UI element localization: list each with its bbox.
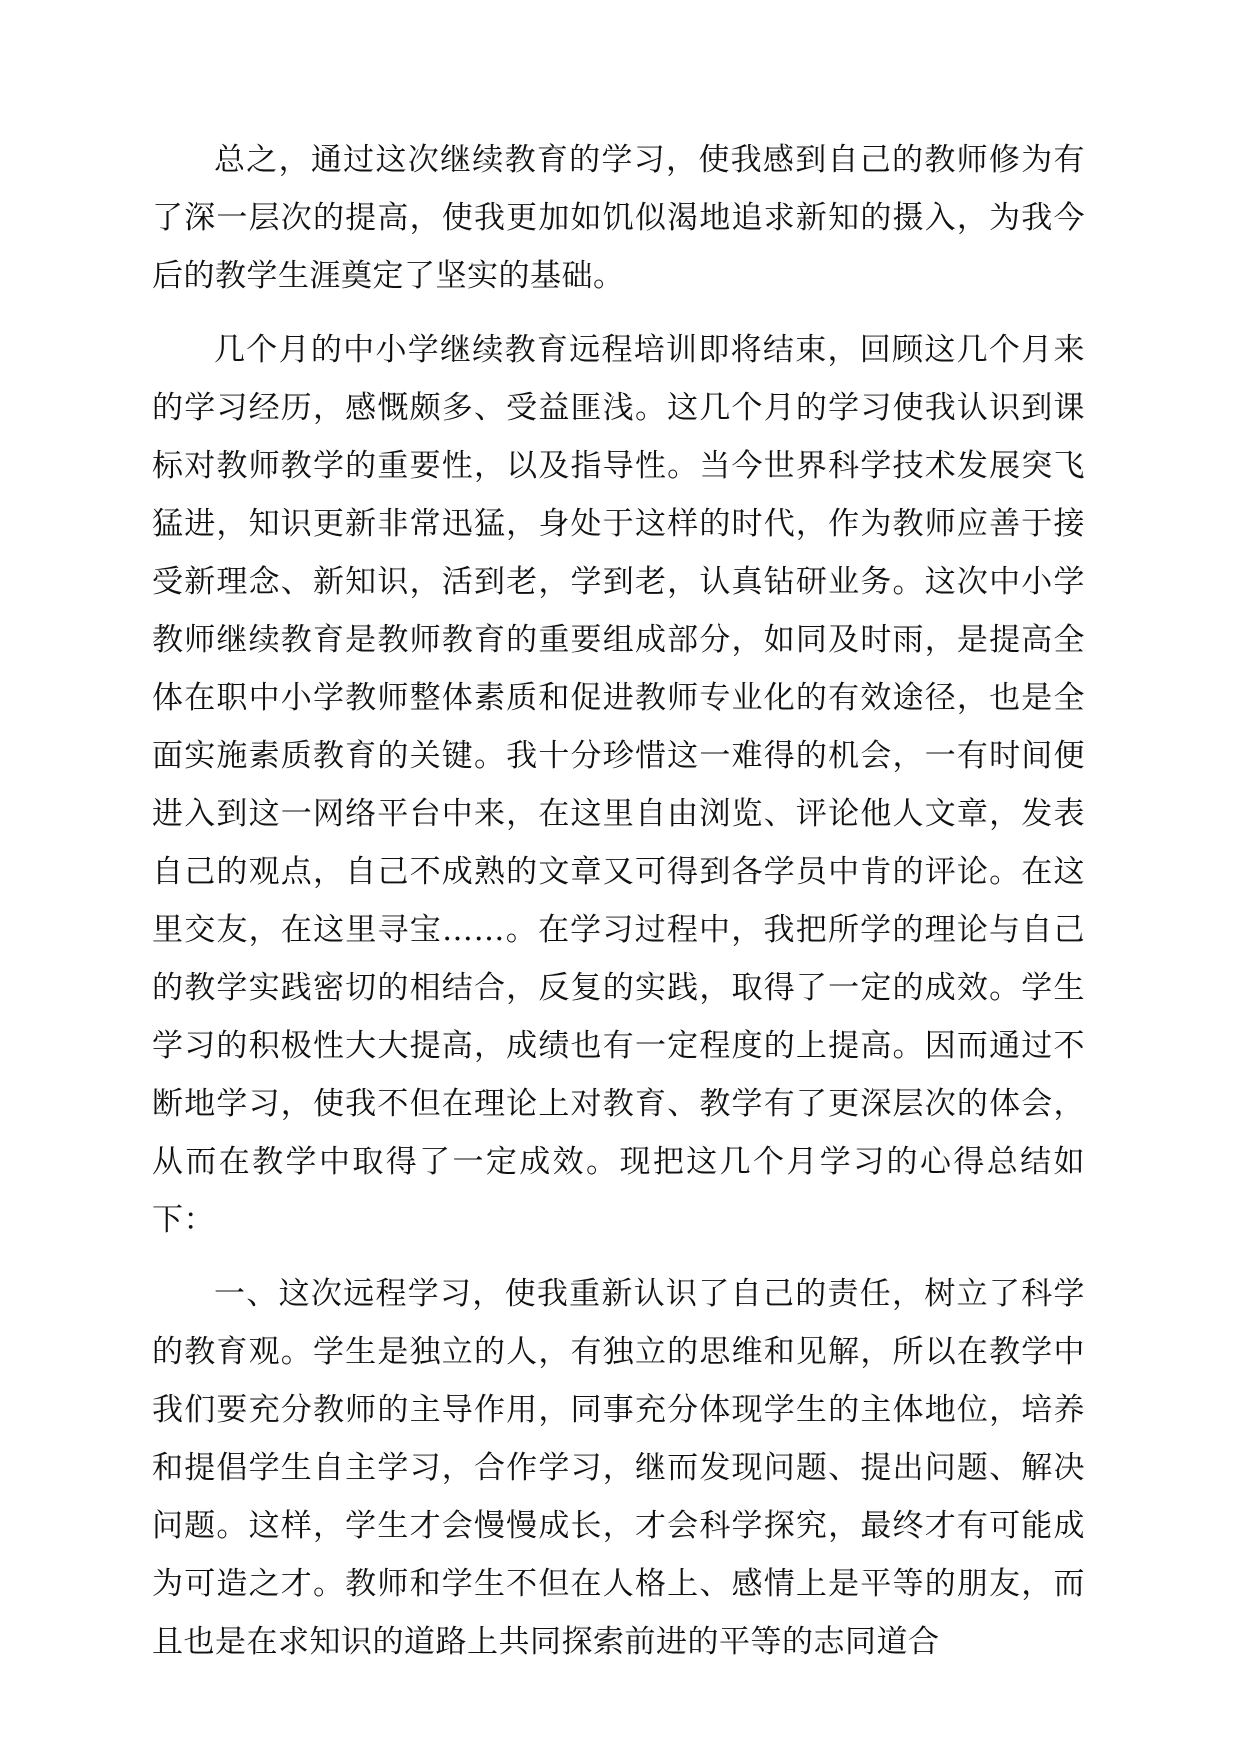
paragraph-point-one: 一、这次远程学习，使我重新认识了自己的责任，树立了科学的教育观。学生是独立的人，有独立的思维和见解，所以在教学中我们要充分教师的主导作用，同事充分体现学生的主体地位，培养和提倡学生自主学习，合作学习，继而发现问题、提出问题、解决问题。这样，学生才会慢慢成长，才会科学探究，最终才有可能成为可造之才。教师和学生不但在人格上、感情上是平等的朋友，而且也是在求知识的道路上共同探索前进的平等的志同道合	[152, 1276, 1085, 1660]
document-body	[152, 131, 1085, 1671]
paragraph-training-review: 几个月的中小学继续教育远程培训即将结束，回顾这几个月来的学习经历，感慨颇多、受益匪浅。这几个月的学习使我认识到课标对教师教学的重要性，以及指导性。当今世界科学技术发展突飞猛进，知识更新非常迅猛，身处于这样的时代，作为教师应善于接受新理念、新知识，活到老，学到老，认真钻研业务。这次中小学教师继续教育是教师教育的重要组成部分，如同及时雨，是提高全体在职中小学教师整体素质和促进教师专业化的有效途径，也是全面实施素质教育的关键。我十分珍惜这一难得的机会，一有时间便进入到这一网络平台中来，在这里自由浏览、评论他人文章，发表自己的观点，自己不成熟的文章又可得到各学员中肯的评论。在这里交友，在这里寻宝……。在学习过程中，我把所学的理论与自己的教学实践密切的相结合，反复的实践，取得了一定的成效。学生学习的积极性大大提高，成绩也有一定程度的上提高。因而通过不断地学习，使我不但在理论上对教育、教学有了更深层次的体会，从而在教学中取得了一定成效。现把这几个月学习的心得总结如下：	[152, 332, 1085, 1238]
paragraph-summary: 总之，通过这次继续教育的学习，使我感到自己的教师修为有了深一层次的提高，使我更加如饥似渴地追求新知的摄入，为我今后的教学生涯奠定了坚实的基础。	[152, 142, 1085, 294]
